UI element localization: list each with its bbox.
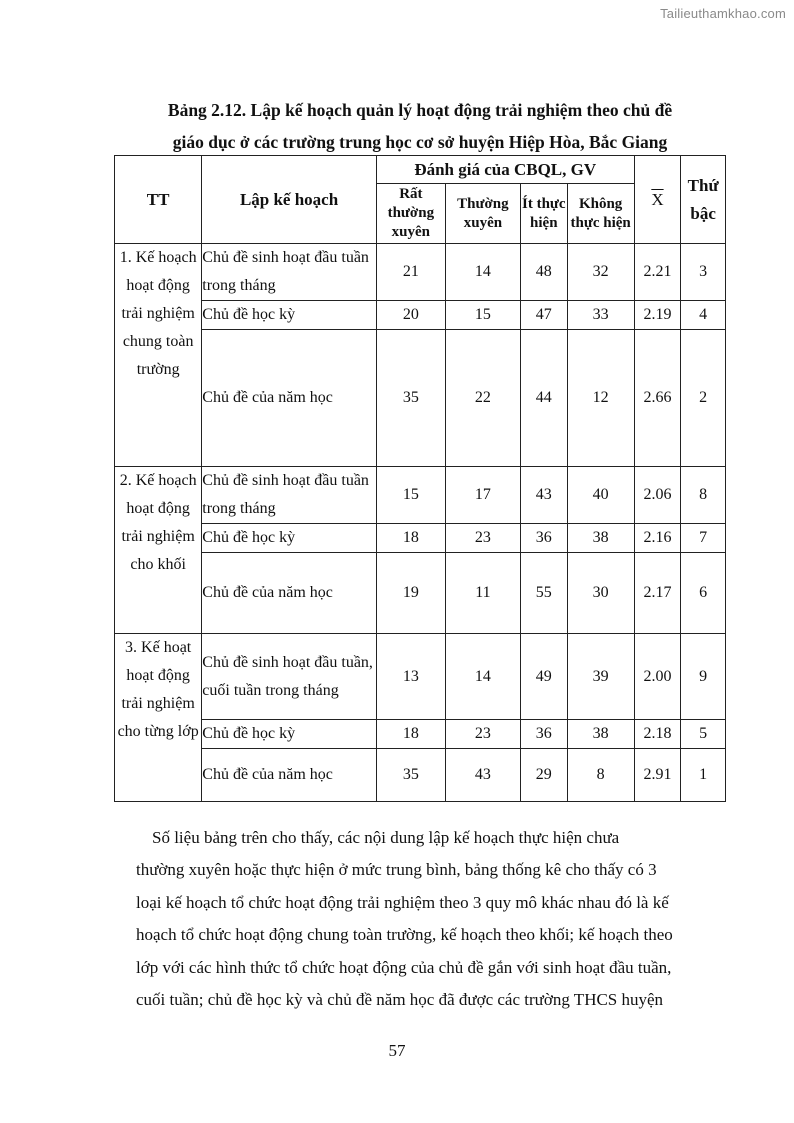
- cell-mean: 2.91: [634, 749, 681, 802]
- cell-frequent: 11: [445, 553, 520, 634]
- cell-rarely: 43: [520, 467, 567, 524]
- cell-never: 38: [567, 524, 634, 553]
- cell-very-frequent: 18: [376, 720, 445, 749]
- cell-frequent: 23: [445, 524, 520, 553]
- cell-mean: 2.21: [634, 244, 681, 301]
- cell-rarely: 55: [520, 553, 567, 634]
- header-very-frequent: Rất thường xuyên: [376, 184, 445, 244]
- cell-rank: 3: [681, 244, 726, 301]
- cell-rarely: 36: [520, 524, 567, 553]
- cell-rank: 4: [681, 301, 726, 330]
- table-row: [115, 467, 726, 524]
- cell-rarely: 48: [520, 244, 567, 301]
- paragraph-line: Số liệu bảng trên cho thấy, các nội dung lập kế hoạch thực hiện chưa: [152, 828, 620, 847]
- cell-mean: 2.06: [634, 467, 681, 524]
- table-caption: [114, 94, 726, 158]
- cell-mean: 2.18: [634, 720, 681, 749]
- group-label: 3. Kế hoạt hoạt động trải nghiệm cho từng lớp: [115, 634, 202, 802]
- cell-never: 33: [567, 301, 634, 330]
- header-plan: Lập kế hoạch: [202, 156, 377, 244]
- caption-line-2: giáo dục ở các trường trung học cơ sở huyện Hiệp Hòa, Bắc Giang: [172, 132, 668, 152]
- caption-line-1: Bảng 2.12. Lập kế hoạch quản lý hoạt động trải nghiệm theo chủ đề: [167, 100, 673, 120]
- cell-very-frequent: 19: [376, 553, 445, 634]
- header-evaluation-group: Đánh giá của CBQL, GV: [376, 156, 634, 184]
- cell-very-frequent: 35: [376, 749, 445, 802]
- cell-frequent: 43: [445, 749, 520, 802]
- cell-rank: 2: [681, 330, 726, 467]
- cell-very-frequent: 15: [376, 467, 445, 524]
- row-item: Chủ đề học kỳ: [202, 524, 377, 553]
- cell-never: 8: [567, 749, 634, 802]
- row-item: Chủ đề sinh hoạt đầu tuần trong tháng: [202, 467, 377, 524]
- header-frequent: Thường xuyên: [445, 184, 520, 244]
- table-row: [115, 301, 726, 330]
- header-tt: TT: [115, 156, 202, 244]
- table-row: [115, 244, 726, 301]
- cell-mean: 2.19: [634, 301, 681, 330]
- cell-never: 39: [567, 634, 634, 720]
- cell-rarely: 36: [520, 720, 567, 749]
- watermark: Tailieuthamkhao.com: [660, 6, 786, 21]
- cell-very-frequent: 21: [376, 244, 445, 301]
- cell-never: 32: [567, 244, 634, 301]
- header-rarely: Ít thực hiện: [520, 184, 567, 244]
- cell-mean: 2.00: [634, 634, 681, 720]
- paragraph-line: loại kế hoạch tổ chức hoạt động trải nghiệm theo 3 quy mô khác nhau đó là kế: [136, 892, 669, 912]
- cell-rank: 5: [681, 720, 726, 749]
- cell-frequent: 22: [445, 330, 520, 467]
- table-row: [115, 330, 726, 467]
- paragraph-line: thường xuyên hoặc thực hiện ở mức trung bình, bảng thống kê cho thấy có 3: [136, 860, 657, 880]
- cell-frequent: 15: [445, 301, 520, 330]
- planning-table: [114, 155, 726, 802]
- group-label: 2. Kế hoạch hoạt động trải nghiệm cho khối: [115, 467, 202, 634]
- row-item: Chủ đề học kỳ: [202, 720, 377, 749]
- header-rank: Thứ bậc: [681, 156, 726, 244]
- row-item: Chủ đề sinh hoạt đầu tuần, cuối tuần trong tháng: [202, 634, 377, 720]
- cell-rarely: 49: [520, 634, 567, 720]
- table-row: [115, 720, 726, 749]
- cell-rarely: 47: [520, 301, 567, 330]
- cell-mean: 2.16: [634, 524, 681, 553]
- row-item: Chủ đề của năm học: [202, 330, 377, 467]
- cell-never: 38: [567, 720, 634, 749]
- cell-very-frequent: 18: [376, 524, 445, 553]
- cell-rank: 9: [681, 634, 726, 720]
- cell-rank: 7: [681, 524, 726, 553]
- table-row: [115, 634, 726, 720]
- cell-never: 40: [567, 467, 634, 524]
- cell-frequent: 23: [445, 720, 520, 749]
- row-item: Chủ đề học kỳ: [202, 301, 377, 330]
- paragraph-line: hoạch tổ chức hoạt động chung toàn trường, kế hoạch theo khối; kế hoạch theo: [136, 925, 673, 945]
- group-label: 1. Kế hoạch hoạt động trải nghiệm chung toàn trường: [115, 244, 202, 467]
- header-never: Không thực hiện: [567, 184, 634, 244]
- body-paragraph: [136, 822, 718, 1016]
- table-row: [115, 553, 726, 634]
- cell-very-frequent: 13: [376, 634, 445, 720]
- cell-frequent: 14: [445, 634, 520, 720]
- row-item: Chủ đề của năm học: [202, 553, 377, 634]
- row-item: Chủ đề sinh hoạt đầu tuần trong tháng: [202, 244, 377, 301]
- cell-rank: 8: [681, 467, 726, 524]
- paragraph-line: cuối tuần; chủ đề học kỳ và chủ đề năm học đã được các trường THCS huyện: [136, 990, 664, 1010]
- cell-frequent: 17: [445, 467, 520, 524]
- cell-rarely: 29: [520, 749, 567, 802]
- page-number: 57: [388, 1041, 406, 1060]
- cell-rarely: 44: [520, 330, 567, 467]
- cell-frequent: 14: [445, 244, 520, 301]
- header-mean: $\overline{X}$: [634, 156, 681, 244]
- cell-very-frequent: 35: [376, 330, 445, 467]
- cell-mean: 2.17: [634, 553, 681, 634]
- cell-rank: 1: [681, 749, 726, 802]
- row-item: Chủ đề của năm học: [202, 749, 377, 802]
- cell-rank: 6: [681, 553, 726, 634]
- table-row: [115, 524, 726, 553]
- cell-very-frequent: 20: [376, 301, 445, 330]
- paragraph-line: lớp với các hình thức tổ chức hoạt động của chủ đề gắn với sinh hoạt đầu tuần,: [136, 957, 672, 977]
- cell-mean: 2.66: [634, 330, 681, 467]
- cell-never: 30: [567, 553, 634, 634]
- table-row: [115, 749, 726, 802]
- cell-never: 12: [567, 330, 634, 467]
